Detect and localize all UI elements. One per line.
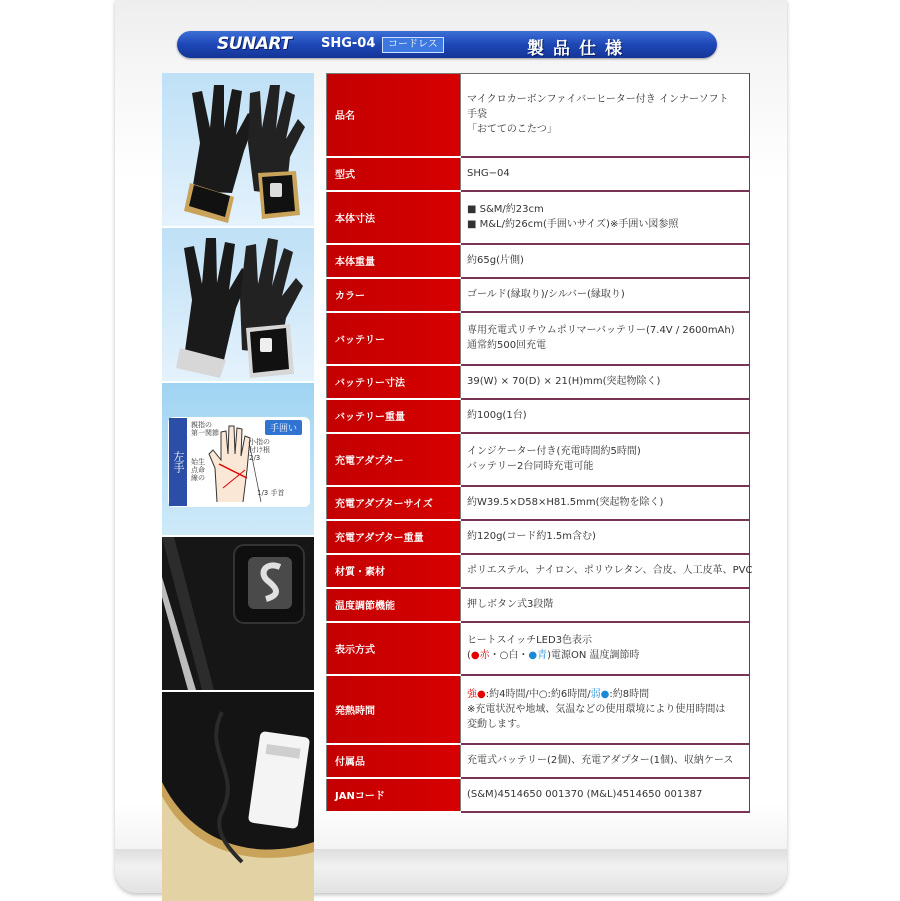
spec-line: 約W39.5×D58×H81.5mm(突起物を除く) <box>467 497 664 508</box>
spec-label: 充電アダプター <box>327 433 461 486</box>
diagram-label: 付け根 <box>249 446 270 454</box>
spec-label: バッテリー寸法 <box>327 365 461 399</box>
spec-line: 充電式バッテリー(2個)、充電アダプター(1個)、収納ケース <box>467 755 734 766</box>
spec-line: ※充電状況や地域、気温などの使用環境により使用時間は <box>467 703 726 715</box>
diagram-card <box>168 417 310 507</box>
spec-label: 温度調節機能 <box>327 588 461 622</box>
spec-line: ヒートスイッチLED3色表示 <box>467 635 593 646</box>
spec-label: 充電アダプター重量 <box>327 520 461 554</box>
hand-measure-tag: 手囲い <box>265 420 302 435</box>
hand-outline-icon <box>169 418 309 506</box>
cordless-badge: コードレス <box>382 37 444 53</box>
diagram-label: 手首 <box>270 489 285 497</box>
spec-line: 手袋 <box>467 109 487 121</box>
spec-line: 約65g(片側) <box>467 255 524 266</box>
pinky-base-label <box>249 438 270 462</box>
heat-line <box>467 687 749 702</box>
spec-label: JANコード <box>327 778 461 812</box>
spec-value <box>461 191 750 244</box>
spec-line: 39(W) × 70(D) × 21(H)mm(突起物除く) <box>467 376 661 387</box>
led-rest: )電源ON 温度調節時 <box>547 650 640 661</box>
spec-line: ゴールド(縁取り)/シルバー(縁取り) <box>467 289 625 300</box>
wrist-label <box>257 488 285 498</box>
spec-label: バッテリー重量 <box>327 399 461 433</box>
spec-label: 表示方式 <box>327 622 461 675</box>
gold-gloves-image <box>162 73 314 226</box>
diagram-label: 始生 <box>191 458 205 466</box>
spec-line: 約120g(コード約1.5m含む) <box>467 531 596 542</box>
spec-row <box>327 486 750 520</box>
spec-line: 「おててのこたつ」 <box>467 124 557 136</box>
spec-label: 本体重量 <box>327 244 461 278</box>
diagram-label: 1/3 <box>257 489 269 497</box>
spec-value <box>461 157 750 191</box>
spec-line: 通常約500回充電 <box>467 340 547 351</box>
spec-label: バッテリー <box>327 312 461 365</box>
spec-line: ■ M&L/約26cm(手囲いサイズ)※手囲い図参照 <box>467 219 679 230</box>
diagram-label: 2/3 <box>249 454 261 462</box>
led-blue: ●青 <box>528 650 548 661</box>
header-bar <box>177 31 717 58</box>
spec-label: カラー <box>327 278 461 312</box>
page-title: 製品仕様 <box>527 39 631 59</box>
brand-logo: SUNART <box>217 34 292 54</box>
switch-closeup-photo <box>162 537 314 690</box>
glove-silver-photo <box>162 228 314 381</box>
spec-value <box>461 244 750 278</box>
spec-value <box>461 365 750 399</box>
spec-value <box>461 520 750 554</box>
spec-line: 専用充電式リチウムポリマーバッテリー(7.4V / 2600mAh) <box>467 325 735 336</box>
diagram-label: 線の <box>191 474 205 482</box>
spec-row <box>327 74 750 157</box>
spec-line: SHG−04 <box>467 168 510 179</box>
spec-value <box>461 778 750 812</box>
lifeline-label <box>191 458 205 482</box>
spec-value <box>461 486 750 520</box>
heat-strong: 強● <box>467 688 486 700</box>
spec-value <box>461 278 750 312</box>
spec-line: 押しボタン式3段階 <box>467 599 554 610</box>
heat-strong-rest: :約4時間/中○:約6時間/ <box>485 688 591 700</box>
spec-label: 本体寸法 <box>327 191 461 244</box>
spec-value <box>461 588 750 622</box>
spec-row <box>327 675 750 744</box>
spec-row <box>327 365 750 399</box>
spec-line: (S&M)4514650 001370 (M&L)4514650 001387 <box>467 789 703 800</box>
spec-value <box>461 744 750 778</box>
spec-label: 発熱時間 <box>327 675 461 744</box>
diagram-label: 親指の <box>191 421 212 429</box>
spec-value <box>461 622 750 675</box>
hand-diagram-photo <box>162 383 314 535</box>
spec-line: ポリエステル、ナイロン、ポリウレタン、合皮、人工皮革、PVC <box>467 565 753 576</box>
battery-image <box>162 692 314 901</box>
spec-label: 型式 <box>327 157 461 191</box>
battery-photo <box>162 692 314 901</box>
spec-value <box>461 399 750 433</box>
spec-line: バッテリー2台同時充電可能 <box>467 461 594 472</box>
spec-value <box>461 675 750 744</box>
heat-switch-image <box>162 537 314 690</box>
spec-line: マイクロカーボンファイバーヒーター付き インナーソフト <box>467 94 729 106</box>
spec-row <box>327 433 750 486</box>
spec-row <box>327 622 750 675</box>
spec-row <box>327 191 750 244</box>
model-number: SHG-04 <box>321 36 376 51</box>
spec-value <box>461 554 753 588</box>
spec-line: インジケーター付き(充電時間約5時間) <box>467 446 641 457</box>
spec-row <box>327 554 750 588</box>
diagram-label: 小指の <box>249 438 270 446</box>
spec-row <box>327 312 750 365</box>
led-line <box>467 648 749 663</box>
heat-weak-rest: :約8時間 <box>609 688 650 700</box>
diagram-label: 点命 <box>191 466 205 474</box>
diagram-label: 第一関節 <box>191 429 219 437</box>
silver-gloves-image <box>162 228 314 381</box>
heat-weak: 弱● <box>590 688 610 700</box>
spec-row <box>327 744 750 778</box>
led-red: ●赤 <box>470 650 490 661</box>
led-white: ・○白・ <box>489 650 529 661</box>
spec-value <box>461 433 750 486</box>
spec-row <box>327 520 750 554</box>
glove-gold-photo <box>162 73 314 226</box>
led-open: ( <box>467 650 471 661</box>
spec-line: 約100g(1台) <box>467 410 527 421</box>
spec-label: 充電アダプターサイズ <box>327 486 461 520</box>
spec-label: 品名 <box>327 74 461 157</box>
spec-row <box>327 278 750 312</box>
spec-label: 付属品 <box>327 744 461 778</box>
spec-label: 材質・素材 <box>327 554 461 588</box>
spec-row <box>327 244 750 278</box>
spec-row <box>327 778 750 812</box>
spec-line: ■ S&M/約23cm <box>467 204 544 215</box>
spec-value <box>461 312 750 365</box>
spec-row <box>327 157 750 191</box>
spec-table <box>326 73 753 813</box>
spec-row <box>327 588 750 622</box>
left-hand-tag: 左手 <box>169 418 187 506</box>
spec-line: 変動します。 <box>467 718 527 730</box>
spec-value <box>461 74 750 157</box>
spec-row <box>327 399 750 433</box>
